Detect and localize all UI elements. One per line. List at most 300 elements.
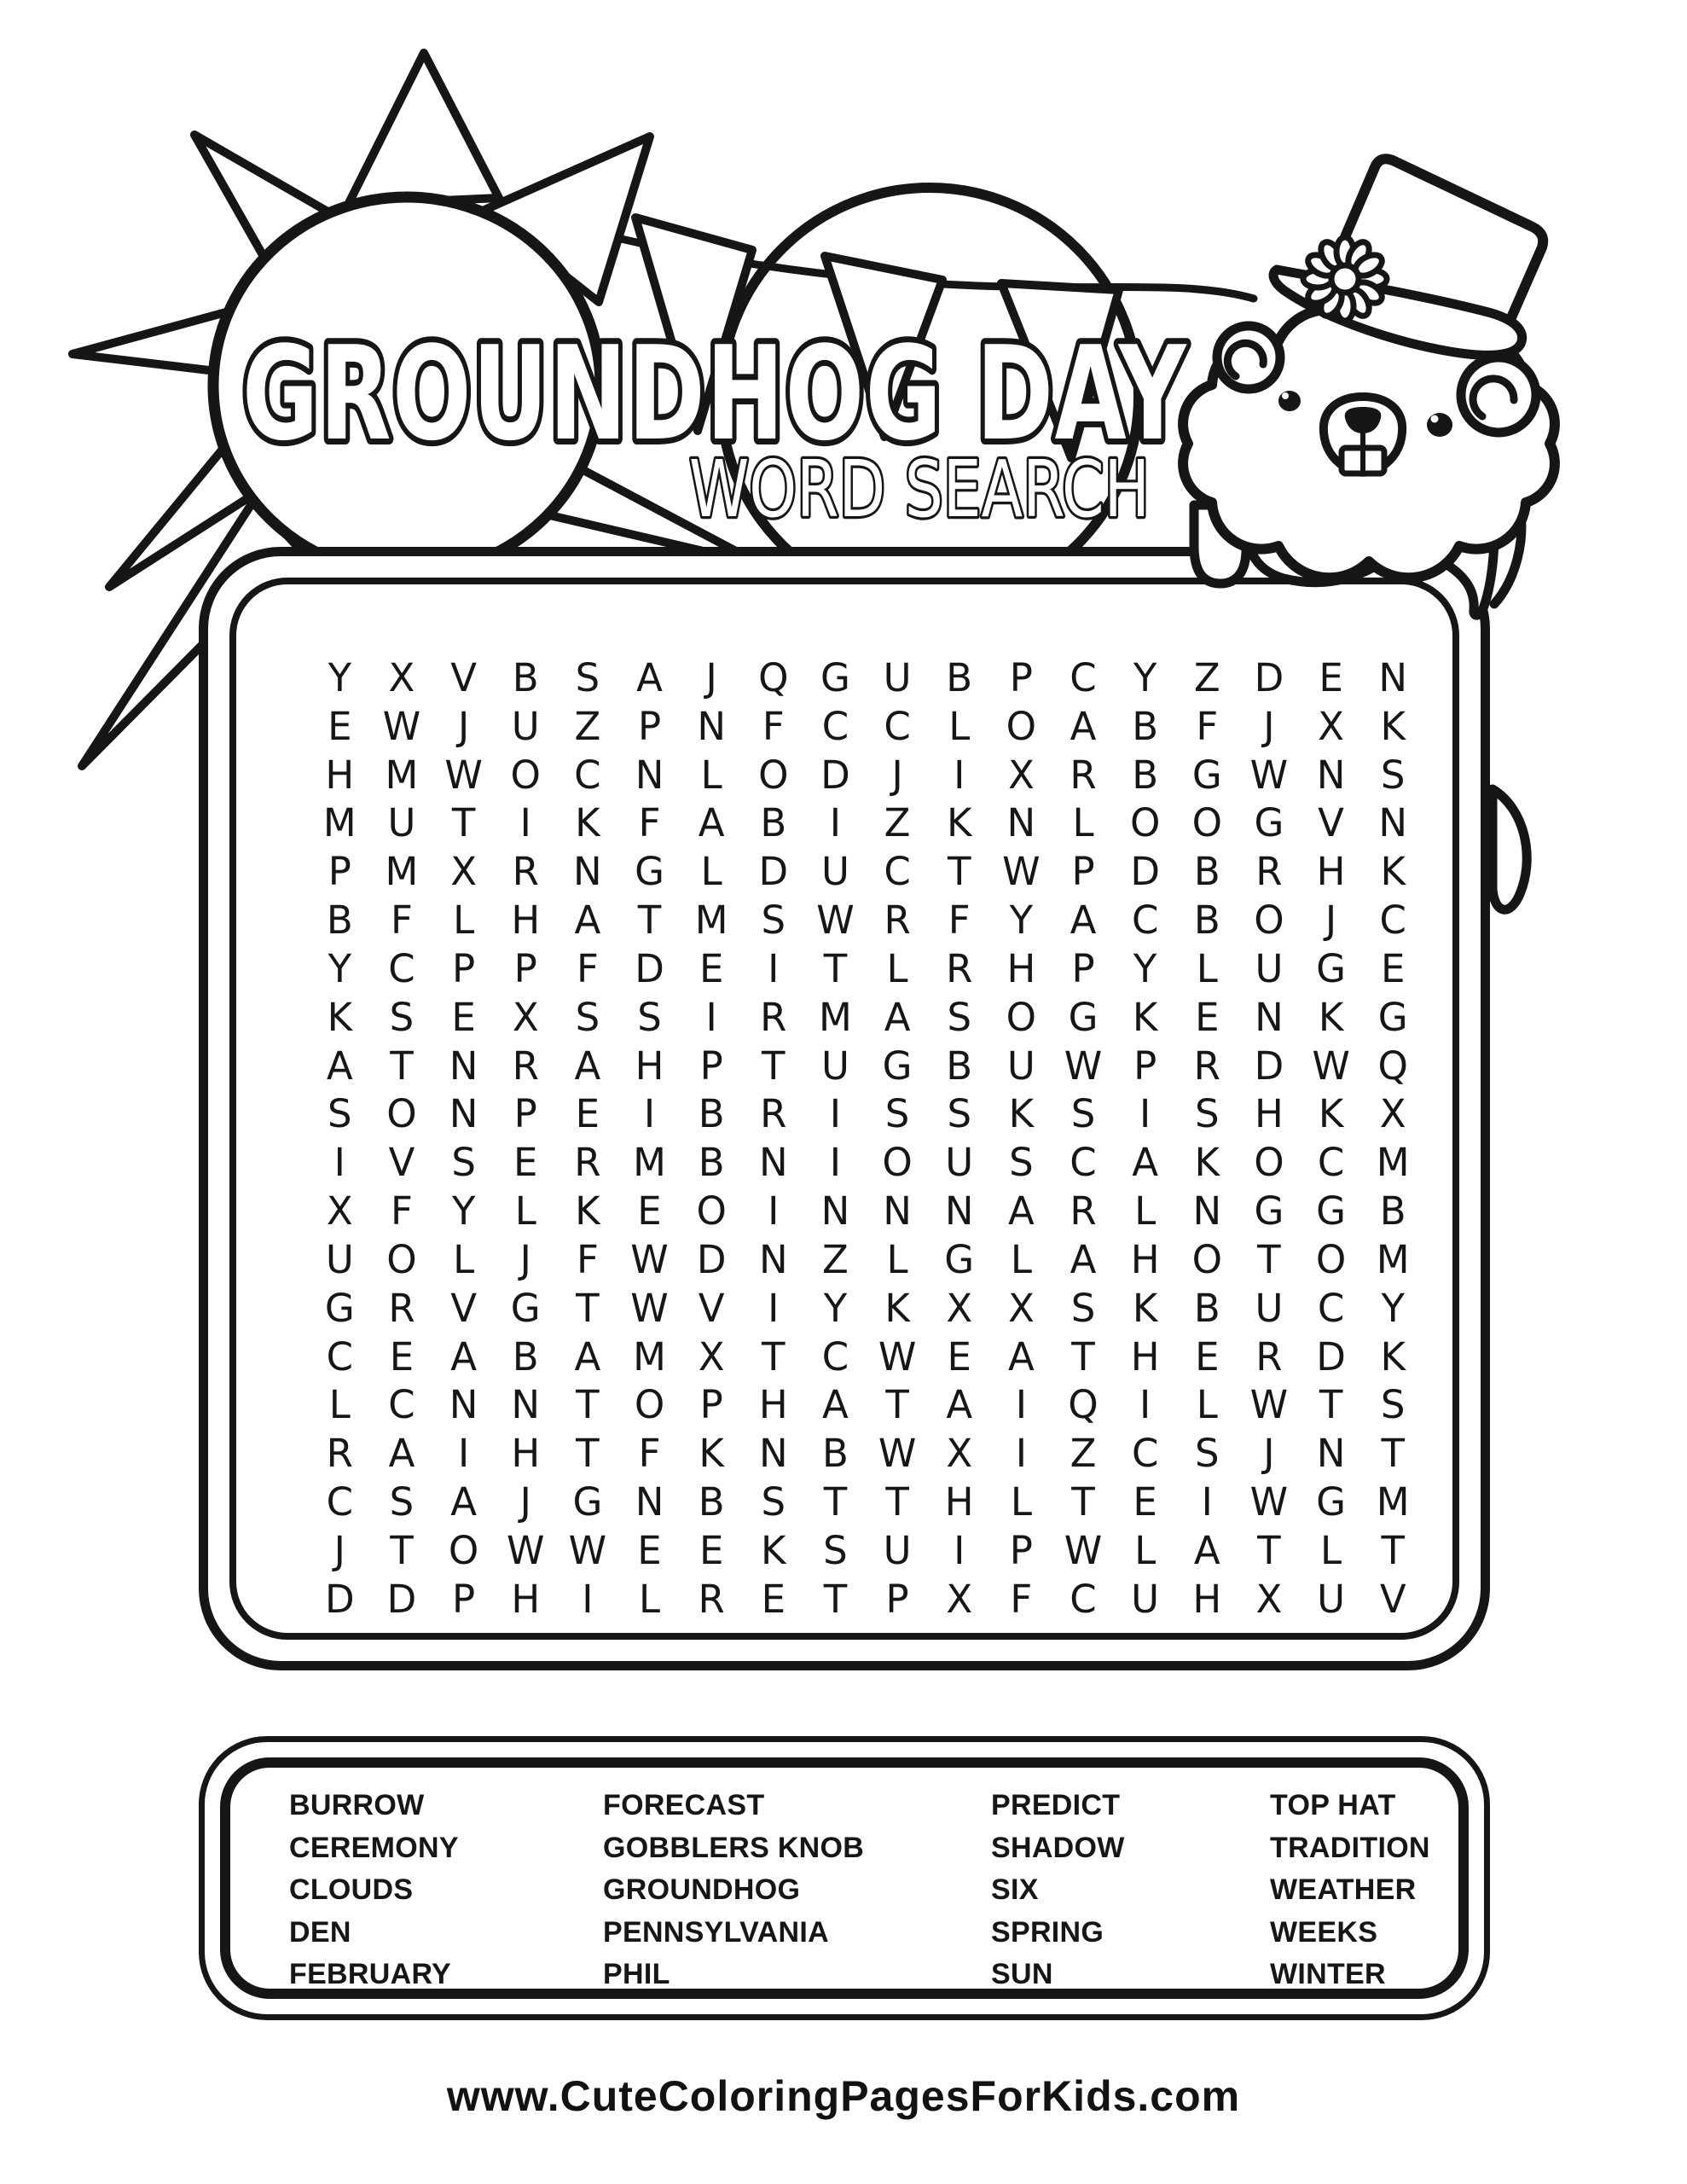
grid-letter: I [829, 1140, 842, 1186]
grid-letter: S [1070, 1091, 1096, 1137]
grid-letter: M [385, 752, 419, 798]
grid-letter: O [1191, 800, 1222, 846]
grid-letter: B [1193, 897, 1220, 944]
website-url: www.CuteColoringPagesForKids.com [446, 2072, 1241, 2120]
grid-letter: U [883, 1527, 912, 1573]
grid-letter: G [635, 849, 664, 895]
grid-letter: T [885, 1382, 909, 1428]
grid-letter: U [325, 1236, 354, 1282]
grid-letter: J [705, 654, 717, 700]
grid-letter: M [633, 1140, 666, 1186]
grid-letter: F [1010, 1576, 1033, 1622]
grid-letter: M [385, 849, 419, 895]
grid-letter: A [388, 1431, 415, 1477]
word-list-column [603, 1785, 864, 1996]
word-list-item: SHADOW [991, 1831, 1125, 1864]
grid-letter: H [1316, 849, 1346, 895]
grid-letter: L [1010, 1478, 1032, 1525]
word-list-item: PREDICT [991, 1789, 1121, 1821]
grid-letter: F [391, 897, 413, 944]
grid-letter: J [457, 703, 470, 749]
grid-letter: Q [1068, 1382, 1099, 1428]
grid-letter: B [1132, 752, 1159, 798]
grid-letter: S [1009, 1140, 1034, 1186]
grid-letter: P [1071, 945, 1095, 991]
grid-letter: S [1195, 1091, 1220, 1137]
grid-letter: S [1195, 1431, 1220, 1477]
grid-letter: F [762, 703, 785, 749]
grid-letter: C [574, 752, 601, 798]
grid-letter: G [1316, 1188, 1346, 1234]
grid-letter: M [322, 800, 357, 846]
grid-letter: S [947, 1091, 972, 1137]
grid-letter: E [637, 1527, 662, 1573]
grid-letter: G [1191, 752, 1222, 798]
grid-letter: E [513, 1140, 538, 1186]
grid-letter: A [1070, 897, 1097, 944]
grid-letter: N [1316, 1431, 1346, 1477]
grid-letter: B [326, 897, 353, 944]
grid-letter: O [1006, 994, 1037, 1040]
grid-letter: S [389, 994, 415, 1040]
grid-letter: U [820, 849, 849, 895]
grid-letter: X [946, 1431, 973, 1477]
grid-letter: P [1009, 654, 1033, 700]
grid-letter: N [820, 1188, 850, 1234]
grid-letter: T [1071, 1333, 1095, 1380]
grid-letter: E [637, 1188, 662, 1234]
grid-letter: N [449, 1382, 478, 1428]
grid-letter: O [1315, 1236, 1347, 1282]
grid-letter: C [388, 945, 415, 991]
grid-letter: P [452, 1576, 476, 1622]
grid-letter: T [1381, 1527, 1405, 1573]
grid-letter: P [1009, 1527, 1033, 1573]
grid-letter: N [1378, 654, 1408, 700]
grid-letter: L [700, 752, 722, 798]
grid-letter: R [388, 1285, 415, 1331]
grid-letter: N [511, 1382, 541, 1428]
grid-letter: T [823, 945, 848, 991]
grid-letter: P [452, 945, 476, 991]
grid-letter: O [758, 752, 789, 798]
grid-letter: T [823, 1478, 848, 1525]
grid-letter: T [1257, 1236, 1281, 1282]
grid-letter: E [761, 1576, 786, 1622]
grid-letter: L [1196, 945, 1218, 991]
word-list-item: FEBRUARY [289, 1958, 452, 1990]
grid-letter: N [1192, 1188, 1222, 1234]
word-list-item: WEATHER [1270, 1873, 1417, 1906]
grid-letter: A [1193, 1527, 1220, 1573]
grid-letter: N [758, 1236, 788, 1282]
grid-row [309, 944, 1424, 993]
grid-letter: O [1006, 703, 1037, 749]
grid-letter: B [1193, 849, 1220, 895]
grid-letter: S [823, 1527, 848, 1573]
grid-letter: X [698, 1333, 725, 1380]
grid-letter: I [705, 994, 717, 1040]
grid-row [309, 1478, 1424, 1526]
word-list-column [1270, 1785, 1430, 1996]
grid-letter: S [1070, 1285, 1096, 1331]
grid-letter: G [1254, 800, 1284, 846]
grid-letter: F [391, 1188, 413, 1234]
grid-letter: C [1070, 1140, 1097, 1186]
grid-letter: D [1316, 1333, 1346, 1380]
grid-letter: M [1376, 1478, 1410, 1525]
grid-letter: S [451, 1140, 476, 1186]
grid-letter: U [883, 654, 912, 700]
grid-letter: E [947, 1333, 971, 1380]
grid-letter: M [694, 897, 728, 944]
grid-letter: T [885, 1478, 909, 1525]
grid-letter: S [761, 1478, 786, 1525]
grid-letter: N [758, 1431, 788, 1477]
grid-letter: J [333, 1527, 345, 1573]
grid-letter: N [883, 1188, 912, 1234]
grid-letter: L [1010, 1236, 1032, 1282]
grid-letter: V [450, 654, 477, 700]
grid-letter: X [1007, 1285, 1035, 1331]
grid-letter: L [1134, 1527, 1157, 1573]
grid-letter: I [954, 1527, 965, 1573]
grid-letter: H [1130, 1236, 1160, 1282]
grid-letter: A [450, 1333, 477, 1380]
groundhog-character [1092, 102, 1687, 921]
grid-letter: X [1379, 1091, 1406, 1137]
grid-letter: F [576, 945, 599, 991]
grid-letter: B [698, 1478, 725, 1525]
grid-letter: S [1380, 1382, 1406, 1428]
grid-letter: I [1015, 1382, 1027, 1428]
grid-letter: F [1196, 703, 1219, 749]
grid-letter: Y [328, 945, 352, 991]
grid-letter: X [326, 1188, 353, 1234]
grid-letter: K [1132, 994, 1158, 1040]
grid-row [309, 1089, 1424, 1138]
grid-letter: E [1195, 994, 1220, 1040]
grid-letter: N [1378, 800, 1408, 846]
grid-letter: W [816, 897, 855, 944]
grid-letter: L [886, 945, 908, 991]
grid-letter: M [1376, 1236, 1410, 1282]
word-list-item: PENNSYLVANIA [603, 1915, 829, 1949]
grid-letter: W [444, 752, 483, 798]
grid-letter: G [572, 1478, 603, 1525]
word-list-item: SPRING [991, 1915, 1104, 1949]
grid-letter: K [575, 1188, 600, 1234]
grid-letter: C [1317, 1285, 1345, 1331]
grid-letter: N [449, 1091, 478, 1137]
word-list-column [289, 1785, 459, 1996]
grid-letter: J [519, 1478, 531, 1525]
grid-letter: D [758, 849, 789, 895]
grid-letter: D [820, 752, 850, 798]
grid-letter: B [822, 1431, 849, 1477]
grid-letter: S [575, 654, 600, 700]
grid-letter: U [1131, 1576, 1160, 1622]
grid-letter: W [1249, 752, 1289, 798]
grid-letter: W [878, 1431, 917, 1477]
grid-letter: E [389, 1333, 415, 1380]
grid-letter: C [1070, 1576, 1097, 1622]
word-list-item: GOBBLERS KNOB [603, 1831, 865, 1864]
grid-letter: W [1249, 1478, 1289, 1525]
grid-letter: O [882, 1140, 913, 1186]
grid-letter: T [390, 1043, 414, 1089]
grid-letter: R [884, 897, 911, 944]
grid-letter: A [1070, 703, 1097, 749]
grid-letter: E [1133, 1478, 1157, 1525]
grid-letter: V [388, 1140, 415, 1186]
grid-letter: W [1002, 849, 1041, 895]
grid-letter: I [582, 1576, 594, 1622]
grid-letter: X [1255, 1576, 1283, 1622]
grid-letter: I [954, 752, 965, 798]
word-list-item: DEN [289, 1915, 351, 1949]
grid-letter: N [1006, 800, 1036, 846]
grid-letter: X [1318, 703, 1344, 749]
grid-letter: F [638, 800, 661, 846]
grid-letter: T [1071, 1478, 1095, 1525]
grid-row [309, 1284, 1424, 1333]
grid-letter: A [884, 994, 911, 1040]
word-list-item: WEEKS [1270, 1915, 1378, 1949]
grid-letter: C [1379, 897, 1406, 944]
grid-letter: D [635, 945, 664, 991]
grid-letter: Y [1133, 945, 1157, 991]
grid-letter: R [698, 1576, 725, 1622]
grid-letter: B [946, 1043, 973, 1089]
grid-letter: S [389, 1478, 415, 1525]
groundhog-paw [1493, 789, 1527, 909]
grid-letter: P [513, 945, 537, 991]
grid-letter: J [1325, 897, 1337, 944]
grid-letter: O [510, 752, 541, 798]
grid-letter: T [947, 849, 971, 895]
grid-letter: G [324, 1285, 355, 1331]
word-list-item: SIX [991, 1873, 1039, 1906]
grid-letter: L [1196, 1382, 1218, 1428]
grid-letter: O [1191, 1236, 1222, 1282]
grid-letter: X [946, 1285, 973, 1331]
grid-letter: A [822, 1382, 849, 1428]
grid-letter: C [1131, 1431, 1159, 1477]
grid-letter: I [768, 945, 780, 991]
grid-letter: T [1257, 1527, 1281, 1573]
grid-letter: Z [822, 1236, 849, 1282]
grid-letter: H [511, 1431, 541, 1477]
grid-letter: F [576, 1236, 599, 1282]
grid-letter: D [1130, 849, 1160, 895]
word-list-item: CLOUDS [289, 1873, 414, 1906]
word-list-item: GROUNDHOG [603, 1873, 801, 1906]
grid-letter: P [699, 1382, 723, 1428]
grid-letter: H [635, 1043, 664, 1089]
grid-letter: X [450, 849, 478, 895]
grid-letter: O [386, 1091, 417, 1137]
grid-letter: N [449, 1043, 478, 1089]
grid-letter: I [1139, 1091, 1151, 1137]
grid-letter: X [512, 994, 539, 1040]
grid-letter: D [386, 1576, 417, 1622]
grid-letter: K [946, 800, 972, 846]
grid-letter: A [1007, 1333, 1035, 1380]
grid-letter: L [886, 1236, 908, 1282]
grid-letter: S [575, 994, 600, 1040]
groundhog-eye [1278, 391, 1301, 411]
grid-letter: A [1007, 1188, 1035, 1234]
page-subtitle: WORD SEARCH [689, 444, 1150, 535]
grid-letter: R [1193, 1043, 1220, 1089]
grid-letter: S [884, 1091, 910, 1137]
grid-letter: G [1377, 994, 1408, 1040]
grid-letter: N [573, 849, 602, 895]
grid-letter: T [637, 897, 662, 944]
grid-letter: R [574, 1140, 601, 1186]
grid-letter: G [944, 1236, 975, 1282]
grid-letter: G [1316, 945, 1346, 991]
grid-letter: R [326, 1431, 353, 1477]
word-list-box [199, 1736, 1490, 2020]
grid-letter: O [386, 1236, 417, 1282]
grid-letter: A [450, 1478, 477, 1525]
grid-letter: T [762, 1333, 786, 1380]
grid-letter: Y [1133, 654, 1157, 700]
grid-letter: H [1192, 1576, 1222, 1622]
grid-row [309, 1380, 1424, 1429]
grid-letter: Z [884, 800, 911, 846]
grid-letter: E [1319, 654, 1343, 700]
grid-letter: Z [1193, 654, 1220, 700]
grid-letter: C [1317, 1140, 1345, 1186]
grid-letter: H [1006, 945, 1036, 991]
grid-letter: G [1254, 1188, 1284, 1234]
grid-letter: R [1255, 849, 1283, 895]
grid-letter: N [1316, 752, 1346, 798]
grid-letter: P [1071, 849, 1095, 895]
grid-letter: K [1008, 1091, 1035, 1137]
word-list-item: SUN [991, 1958, 1053, 1990]
grid-letter: R [946, 945, 973, 991]
grid-letter: O [1254, 897, 1284, 944]
groundhog-ear [1217, 326, 1280, 389]
grid-letter: L [453, 897, 475, 944]
grid-letter: O [1254, 1140, 1284, 1186]
grid-row [309, 1235, 1424, 1284]
grid-letter: E [1195, 1333, 1220, 1380]
grid-letter: M [819, 994, 852, 1040]
word-list-column [991, 1785, 1125, 1996]
word-list-item: TOP HAT [1270, 1789, 1396, 1821]
grid-letter: T [576, 1431, 600, 1477]
grid-letter: P [885, 1576, 909, 1622]
grid-letter: T [576, 1382, 600, 1428]
grid-letter: E [1380, 945, 1406, 991]
grid-letter: P [328, 849, 351, 895]
grid-letter: Q [1377, 1043, 1408, 1089]
grid-letter: U [1255, 945, 1284, 991]
groundhog-eye [1427, 413, 1452, 437]
grid-letter: N [944, 1188, 974, 1234]
grid-letter: O [696, 1188, 727, 1234]
grid-letter: S [1380, 752, 1406, 798]
grid-letter: K [1318, 994, 1344, 1040]
grid-letter: T [762, 1043, 786, 1089]
grid-letter: L [1320, 1527, 1342, 1573]
grid-letter: K [1380, 1333, 1406, 1380]
grid-letter: Z [574, 703, 601, 749]
grid-letter: I [829, 1091, 842, 1137]
grid-letter: B [1132, 703, 1159, 749]
grid-letter: R [1070, 752, 1097, 798]
grid-letter: K [884, 1285, 910, 1331]
grid-letter: W [1312, 1043, 1350, 1089]
grid-letter: W [568, 1527, 607, 1573]
grid-letter: K [1318, 1091, 1344, 1137]
grid-letter: L [948, 703, 971, 749]
grid-letter: W [878, 1333, 917, 1380]
grid-letter: D [1254, 1043, 1284, 1089]
grid-letter: K [575, 800, 600, 846]
grid-letter: W [630, 1236, 669, 1282]
grid-letter: O [634, 1382, 665, 1428]
grid-letter: C [1070, 654, 1097, 700]
word-list-item: TRADITION [1270, 1831, 1430, 1864]
grid-letter: Y [1381, 1285, 1405, 1331]
groundhog-ear [1461, 357, 1536, 433]
grid-row [309, 1333, 1424, 1381]
grid-row [309, 1187, 1424, 1235]
grid-letter: W [506, 1527, 545, 1573]
grid-letter: U [387, 800, 416, 846]
grid-letter: F [638, 1431, 661, 1477]
grid-letter: R [760, 1091, 787, 1137]
grid-letter: A [698, 800, 725, 846]
grid-letter: B [760, 800, 787, 846]
grid-letter: A [636, 654, 663, 700]
grid-letter: N [758, 1140, 788, 1186]
grid-letter: J [1263, 1431, 1275, 1477]
grid-letter: E [699, 945, 724, 991]
grid-letter: G [1316, 1478, 1346, 1525]
grid-letter: T [451, 800, 476, 846]
grid-letter: I [768, 1285, 780, 1331]
grid-letter: R [760, 994, 787, 1040]
grid-row [309, 993, 1424, 1042]
grid-letter: S [637, 994, 662, 1040]
grid-letter: H [1255, 1091, 1284, 1137]
grid-letter: C [1131, 897, 1159, 944]
grid-letter: W [630, 1285, 669, 1331]
grid-letter: T [390, 1527, 414, 1573]
grid-letter: V [1318, 800, 1344, 846]
grid-letter: C [326, 1478, 354, 1525]
grid-letter: N [697, 703, 726, 749]
grid-letter: A [1132, 1140, 1159, 1186]
grid-row [309, 1429, 1424, 1478]
word-list-item: BURROW [289, 1789, 425, 1821]
grid-letter: K [1380, 703, 1406, 749]
grid-letter: V [698, 1285, 725, 1331]
grid-letter: U [945, 1140, 974, 1186]
grid-letter: A [574, 897, 601, 944]
grid-letter: J [519, 1236, 531, 1282]
grid-letter: D [696, 1236, 727, 1282]
grid-row [309, 1526, 1424, 1575]
grid-letter: L [453, 1236, 475, 1282]
